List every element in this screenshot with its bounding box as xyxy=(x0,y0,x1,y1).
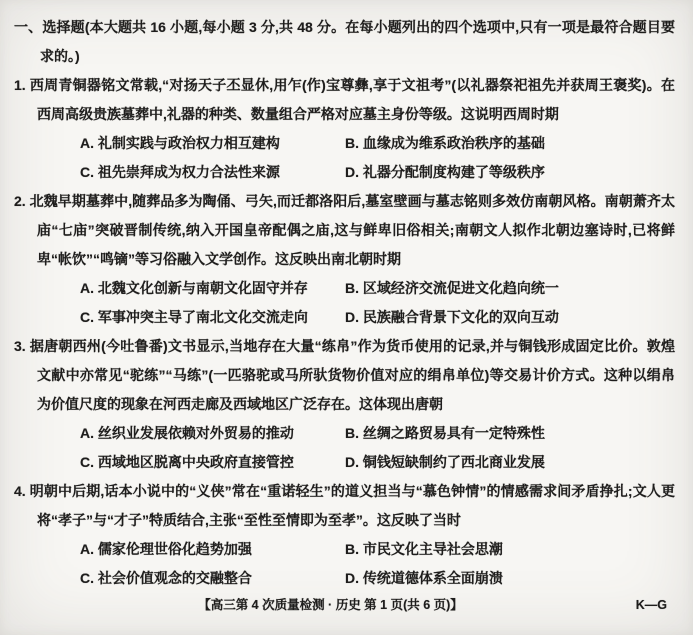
question-4-option-a: A. 儒家伦理世俗化趋势加强 xyxy=(80,541,252,557)
page-footer xyxy=(0,594,693,616)
question-4-number: 4. xyxy=(14,483,26,499)
question-3-option-d: D. 铜钱短缺制约了西北商业发展 xyxy=(345,454,545,470)
question-4 xyxy=(14,477,675,593)
question-3-option-a: A. 丝织业发展依赖对外贸易的推动 xyxy=(80,425,294,441)
section-header: 一、选择题(本大题共 16 小题,每小题 3 分,共 48 分。在每小题列出的四个选项中,只有一项是最符合题目要求的。) xyxy=(14,19,675,64)
question-1-number: 1. xyxy=(14,77,26,93)
question-3-number: 3. xyxy=(14,338,26,354)
question-2-option-c: C. 军事冲突主导了南北文化交流走向 xyxy=(80,309,308,325)
question-1-option-d: D. 礼器分配制度构建了等级秩序 xyxy=(345,164,545,180)
question-2-stem xyxy=(14,187,675,274)
question-4-text: 明朝中后期,话本小说中的“义侠”常在“重诺轻生”的道义担当与“慕色钟情”的情感需求间矛盾挣扎;文人更将“孝子”与“才子”特质结合,主张“至性至情即为至孝”。这反映了当时 xyxy=(29,483,675,528)
question-2-text: 北魏早期墓葬中,随葬品多为陶俑、弓矢,而迁都洛阳后,墓室壁画与墓志铭则多效仿南朝风格。南朝萧齐太庙“七庙”突破晋制传统,纳入开国皇帝配偶之庙,这与鲜卑旧俗相关;南朝文人拟作北朝边塞诗时,已将鲜卑“帐饮”“鸣镝”等习俗融入文学创作。这反映出南北朝时期 xyxy=(29,193,675,267)
question-1-option-b: B. 血缘成为维系政治秩序的基础 xyxy=(345,135,545,151)
question-2-option-a: A. 北魏文化创新与南朝文化固守并存 xyxy=(80,280,308,296)
question-4-option-c: C. 社会价值观念的交融整合 xyxy=(80,570,252,586)
question-4-option-d: D. 传统道德体系全面崩溃 xyxy=(345,570,503,586)
question-3 xyxy=(14,332,675,477)
question-2-option-b: B. 区域经济交流促进文化趋向统一 xyxy=(345,280,559,296)
footer-paper-code: K—G xyxy=(635,598,667,612)
question-2-options xyxy=(80,274,675,332)
question-4-stem xyxy=(14,477,675,535)
question-1-option-c: C. 祖先崇拜成为权力合法性来源 xyxy=(80,164,280,180)
question-3-option-c: C. 西域地区脱离中央政府直接管控 xyxy=(80,454,294,470)
question-1-text: 西周青铜器铭文常载,“对扬天子丕显休,用乍(作)宝尊彝,享于文祖考”(以礼器祭祀祖先并获周王褒奖)。在西周高级贵族墓葬中,礼器的种类、数量组合严格对应墓主身份等级。这说明西周时期 xyxy=(29,77,676,122)
question-4-option-b: B. 市民文化主导社会思潮 xyxy=(345,541,503,557)
footer-page-info: 【高三第 4 次质量检测 · 历史 第 1 页(共 6 页)】 xyxy=(198,598,463,612)
question-3-options xyxy=(80,419,675,477)
question-4-options xyxy=(80,535,675,593)
question-1 xyxy=(14,71,675,187)
question-2-option-d: D. 民族融合背景下文化的双向互动 xyxy=(345,309,559,325)
question-1-stem xyxy=(14,71,675,129)
question-3-option-b: B. 丝绸之路贸易具有一定特殊性 xyxy=(345,425,545,441)
question-3-stem xyxy=(14,332,675,419)
question-1-option-a: A. 礼制实践与政治权力相互建构 xyxy=(80,135,280,151)
question-3-text: 据唐朝西州(今吐鲁番)文书显示,当地存在大量“练帛”作为货币使用的记录,并与铜钱形成固定比价。敦煌文献中亦常见“驼练”“马练”(一匹骆驼或马所驮货物价值对应的绢帛单位)等交易计价方式。这种以绢帛为价值尺度的现象在河西走廊及西域地区广泛存在。这体现出唐朝 xyxy=(29,338,676,412)
question-2-number: 2. xyxy=(14,193,26,209)
question-1-options xyxy=(80,129,675,187)
question-2 xyxy=(14,187,675,332)
